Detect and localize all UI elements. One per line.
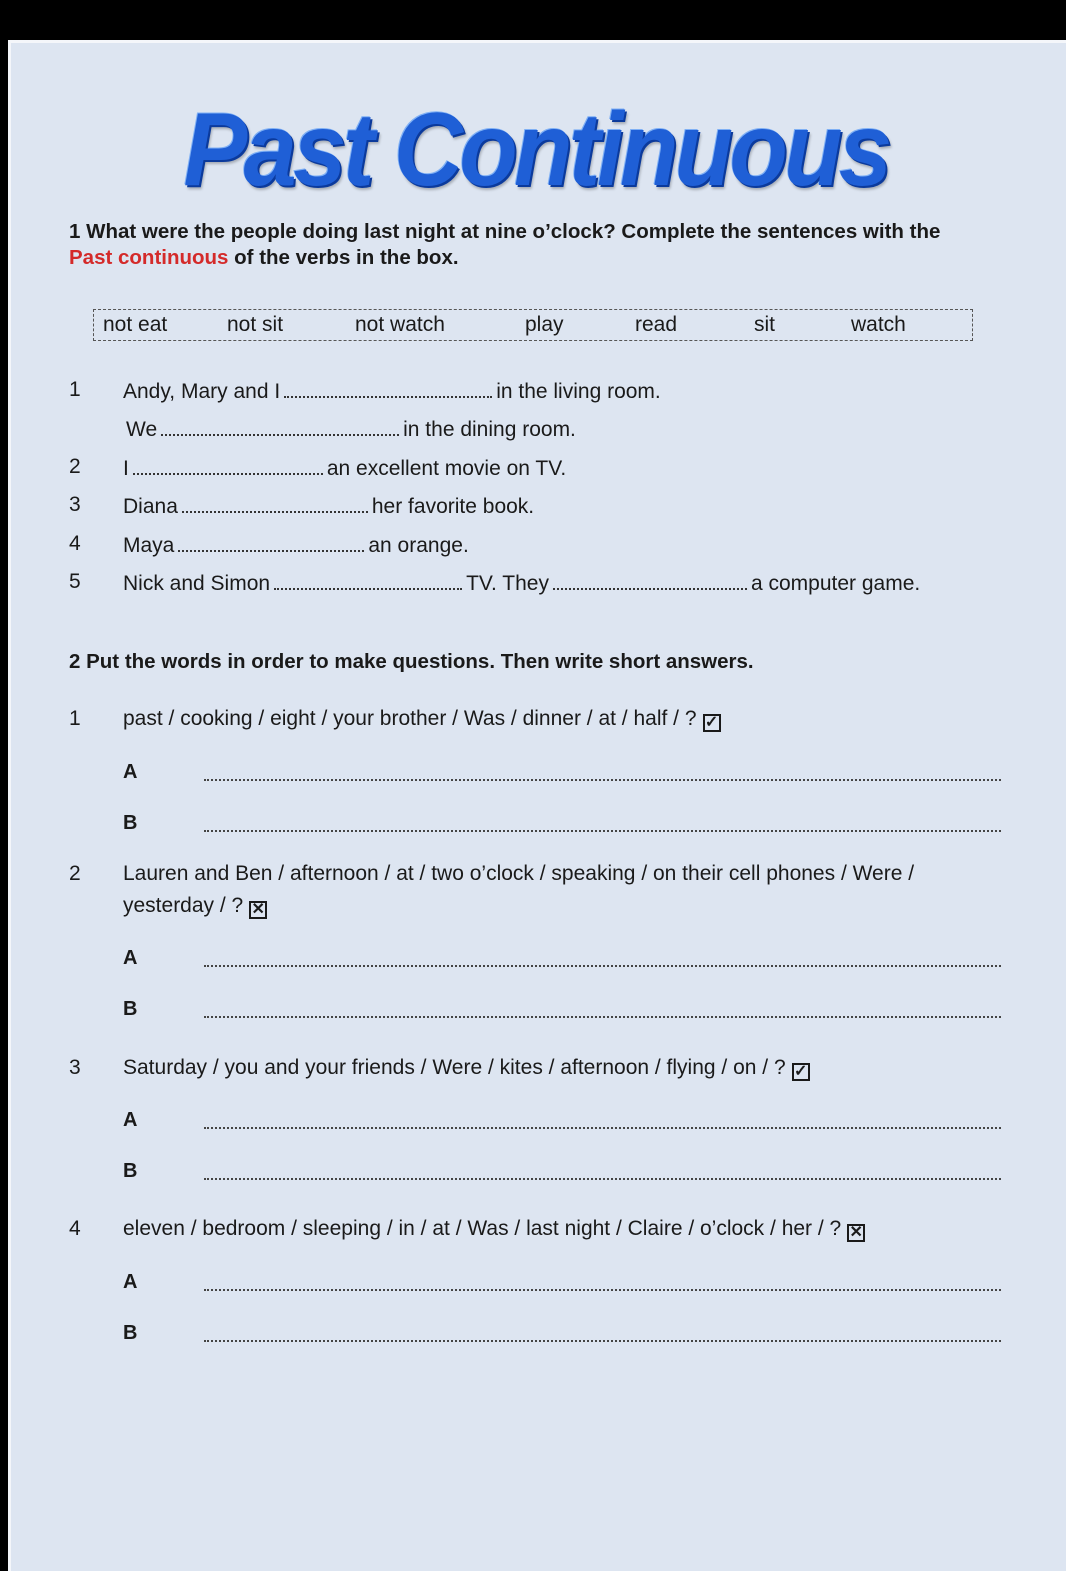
sentence-middle: TV. They: [466, 572, 549, 595]
answer-blank[interactable]: [284, 378, 492, 398]
sentence-start: We: [126, 418, 158, 441]
item-number: 5: [69, 570, 81, 593]
answer-blank[interactable]: [274, 570, 462, 590]
checkbox-yes-icon: ✓: [703, 714, 721, 732]
instruction-text: 1 What were the people doing last night at nine o’clock? Complete the sentences with the: [69, 220, 941, 243]
sentence-end: an orange.: [368, 534, 469, 557]
answer-blank[interactable]: [133, 455, 323, 475]
verb-item: sit: [754, 313, 775, 336]
sentence-5: [123, 570, 920, 596]
sentence-start: Maya: [123, 534, 175, 557]
top-black-bar: [0, 0, 1066, 38]
question-1: [123, 707, 721, 732]
answer-blank[interactable]: [161, 416, 399, 436]
answer-label-a: A: [123, 1109, 138, 1131]
item-number: 3: [69, 1056, 81, 1079]
answer-line[interactable]: [204, 1289, 1001, 1291]
sentence-1b: [126, 416, 576, 442]
question-words: Saturday / you and your friends / Were / kites / afternoon / flying / on / ?: [123, 1056, 786, 1079]
item-number: 4: [69, 532, 81, 555]
sentence-1a: [123, 378, 661, 404]
verb-item: read: [635, 313, 678, 336]
checkbox-no-icon: ✕: [249, 901, 267, 919]
verb-item: watch: [851, 313, 906, 336]
sentence-end: an excellent movie on TV.: [326, 457, 567, 480]
answer-line[interactable]: [204, 830, 1001, 832]
answer-label-a: A: [123, 761, 138, 783]
checkbox-no-icon: ✕: [847, 1224, 865, 1242]
answer-line[interactable]: [204, 965, 1001, 967]
question-2-line-2: [123, 894, 267, 919]
question-words: past / cooking / eight / your brother / Was / dinner / at / half / ?: [123, 707, 697, 730]
verb-item: not eat: [103, 313, 168, 336]
verb-item: not watch: [355, 313, 445, 336]
checkbox-yes-icon: ✓: [792, 1063, 810, 1081]
item-number: 2: [69, 455, 81, 478]
verb-item: not sit: [227, 313, 284, 336]
answer-blank[interactable]: [553, 570, 747, 590]
sentence-start: Diana: [123, 495, 178, 518]
answer-label-a: A: [123, 947, 138, 969]
sentence-end: a computer game.: [750, 572, 921, 595]
answer-blank[interactable]: [182, 493, 368, 513]
answer-line[interactable]: [204, 1127, 1001, 1129]
answer-line[interactable]: [204, 1016, 1001, 1018]
item-number: 2: [69, 862, 81, 885]
answer-line[interactable]: [204, 779, 1001, 781]
answer-line[interactable]: [204, 1340, 1001, 1342]
item-number: 1: [69, 378, 81, 401]
sentence-end: her favorite book.: [371, 495, 535, 518]
sentence-start: Andy, Mary and I: [123, 380, 281, 403]
sentence-start: I: [123, 457, 129, 480]
sentence-end: in the dining room.: [403, 418, 576, 441]
sentence-start: Nick and Simon: [123, 572, 271, 595]
page-title: Past Continuous: [183, 92, 889, 208]
sentence-end: in the living room.: [496, 380, 661, 403]
answer-line[interactable]: [204, 1178, 1001, 1180]
question-4: [123, 1217, 865, 1242]
exercise-1-instruction: [69, 219, 1059, 271]
answer-label-a: A: [123, 1271, 138, 1293]
question-words: yesterday / ?: [123, 894, 244, 917]
answer-blank[interactable]: [178, 532, 364, 552]
answer-label-b: B: [123, 1160, 138, 1182]
sentence-2: [123, 455, 566, 481]
exercise-2-instruction: 2 Put the words in order to make questions. Then write short answers.: [69, 650, 754, 673]
sentence-3: [123, 493, 534, 519]
answer-label-b: B: [123, 812, 138, 834]
instruction-highlight: Past continuous: [69, 246, 229, 269]
item-number: 1: [69, 707, 81, 730]
verb-item: play: [525, 313, 564, 336]
sentence-4: [123, 532, 469, 558]
question-words: eleven / bedroom / sleeping / in / at / Was / last night / Claire / o’clock / her / ?: [123, 1217, 842, 1240]
item-number: 3: [69, 493, 81, 516]
instruction-text-end: of the verbs in the box.: [228, 246, 459, 269]
answer-label-b: B: [123, 1322, 138, 1344]
worksheet: [8, 40, 1066, 1571]
question-3: [123, 1056, 810, 1081]
question-2-line-1: Lauren and Ben / afternoon / at / two o’clock / speaking / on their cell phones / Were /: [123, 862, 915, 885]
answer-label-b: B: [123, 998, 138, 1020]
item-number: 4: [69, 1217, 81, 1240]
